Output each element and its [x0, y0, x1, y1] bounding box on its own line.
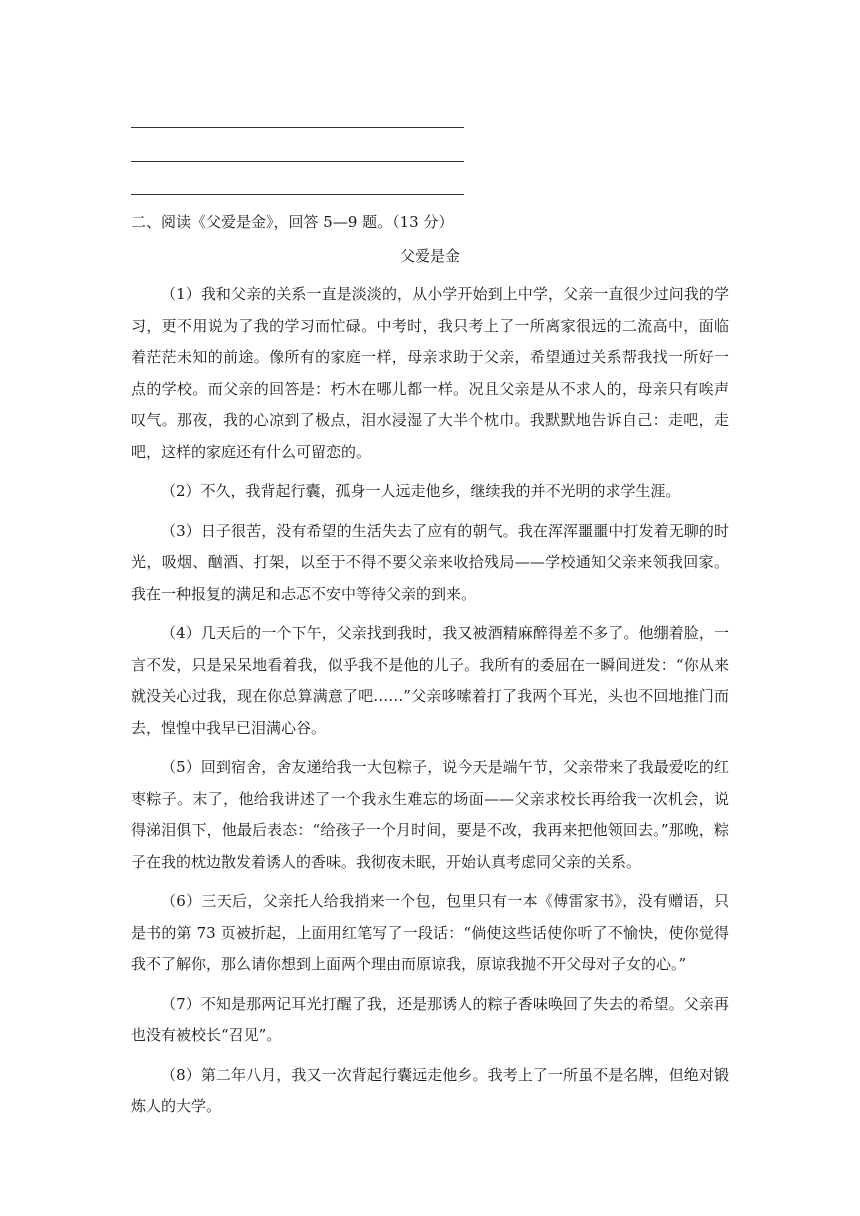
- article-body: [131, 279, 729, 1131]
- paragraph: （5）回到宿舍，舍友递给我一大包粽子，说今天是端午节，父亲带来了我最爱吃的红枣粽子。末了，他给我讲述了一个我永生难忘的场面——父亲求校长再给我一次机会，说得涕泪俱下，他最后表态：“给孩子一个月时间，要是不改，我再来把他领回去。”那晚，粽子在我的枕边散发着诱人的香味。我彻夜未眠，开始认真考虑同父亲的关系。: [131, 758, 729, 871]
- answer-line: [131, 127, 464, 128]
- paragraph: （6）三天后，父亲托人给我捎来一个包，包里只有一本《傅雷家书》，没有赠语，只是书的第 73 页被折起，上面用红笔写了一段话：“倘使这些话使你听了不愉快，使你觉得我不了解你，那么请你想到上面两个理由而原谅我，原谅我抛不开父母对子女的心。”: [131, 892, 729, 973]
- answer-line: [131, 194, 464, 195]
- answer-line: [131, 161, 464, 162]
- paragraph: （1）我和父亲的关系一直是淡淡的，从小学开始到上中学，父亲一直很少过问我的学习，更不用说为了我的学习而忙碌。中考时，我只考上了一所离家很远的二流高中，面临着茫茫未知的前途。像所有的家庭一样，母亲求助于父亲，希望通过关系帮我找一所好一点的学校。而父亲的回答是：朽木在哪儿都一样。况且父亲是从不求人的，母亲只有唉声叹气。那夜，我的心凉到了极点，泪水浸湿了大半个枕巾。我默默地告诉自己：走吧，走吧，这样的家庭还有什么可留恋的。: [131, 285, 729, 461]
- paragraph: （8）第二年八月，我又一次背起行囊远走他乡。我考上了一所虽不是名牌，但绝对锻炼人的大学。: [131, 1065, 729, 1115]
- section-heading: 二、阅读《父爱是金》，回答 5—9 题。（13 分）: [131, 213, 454, 231]
- paragraph: （3）日子很苦，没有希望的生活失去了应有的朝气。我在浑浑噩噩中打发着无聊的时光，吸烟、酗酒、打架，以至于不得不要父亲来收拾残局——学校通知父亲来领我回家。我在一种报复的满足和忐忑不安中等待父亲的到来。: [131, 521, 729, 603]
- paragraph: （7）不知是那两记耳光打醒了我，还是那诱人的粽子香味唤回了失去的希望。父亲再也没有被校长“召见”。: [131, 994, 729, 1044]
- paragraph: （2）不久，我背起行囊，孤身一人远走他乡，继续我的并不光明的求学生涯。: [161, 482, 681, 500]
- article-title: 父爱是金: [399, 247, 460, 265]
- paragraph: （4）几天后的一个下午，父亲找到我时，我又被酒精麻醉得差不多了。他绷着脸，一言不发，只是呆呆地看着我，似乎我不是他的儿子。我所有的委屈在一瞬间迸发：“你从来就没关心过我，现在你总算满意了吧……”父亲哆嗦着打了我两个耳光，头也不回地推门而去，惶惶中我早已泪满心谷。: [131, 624, 729, 737]
